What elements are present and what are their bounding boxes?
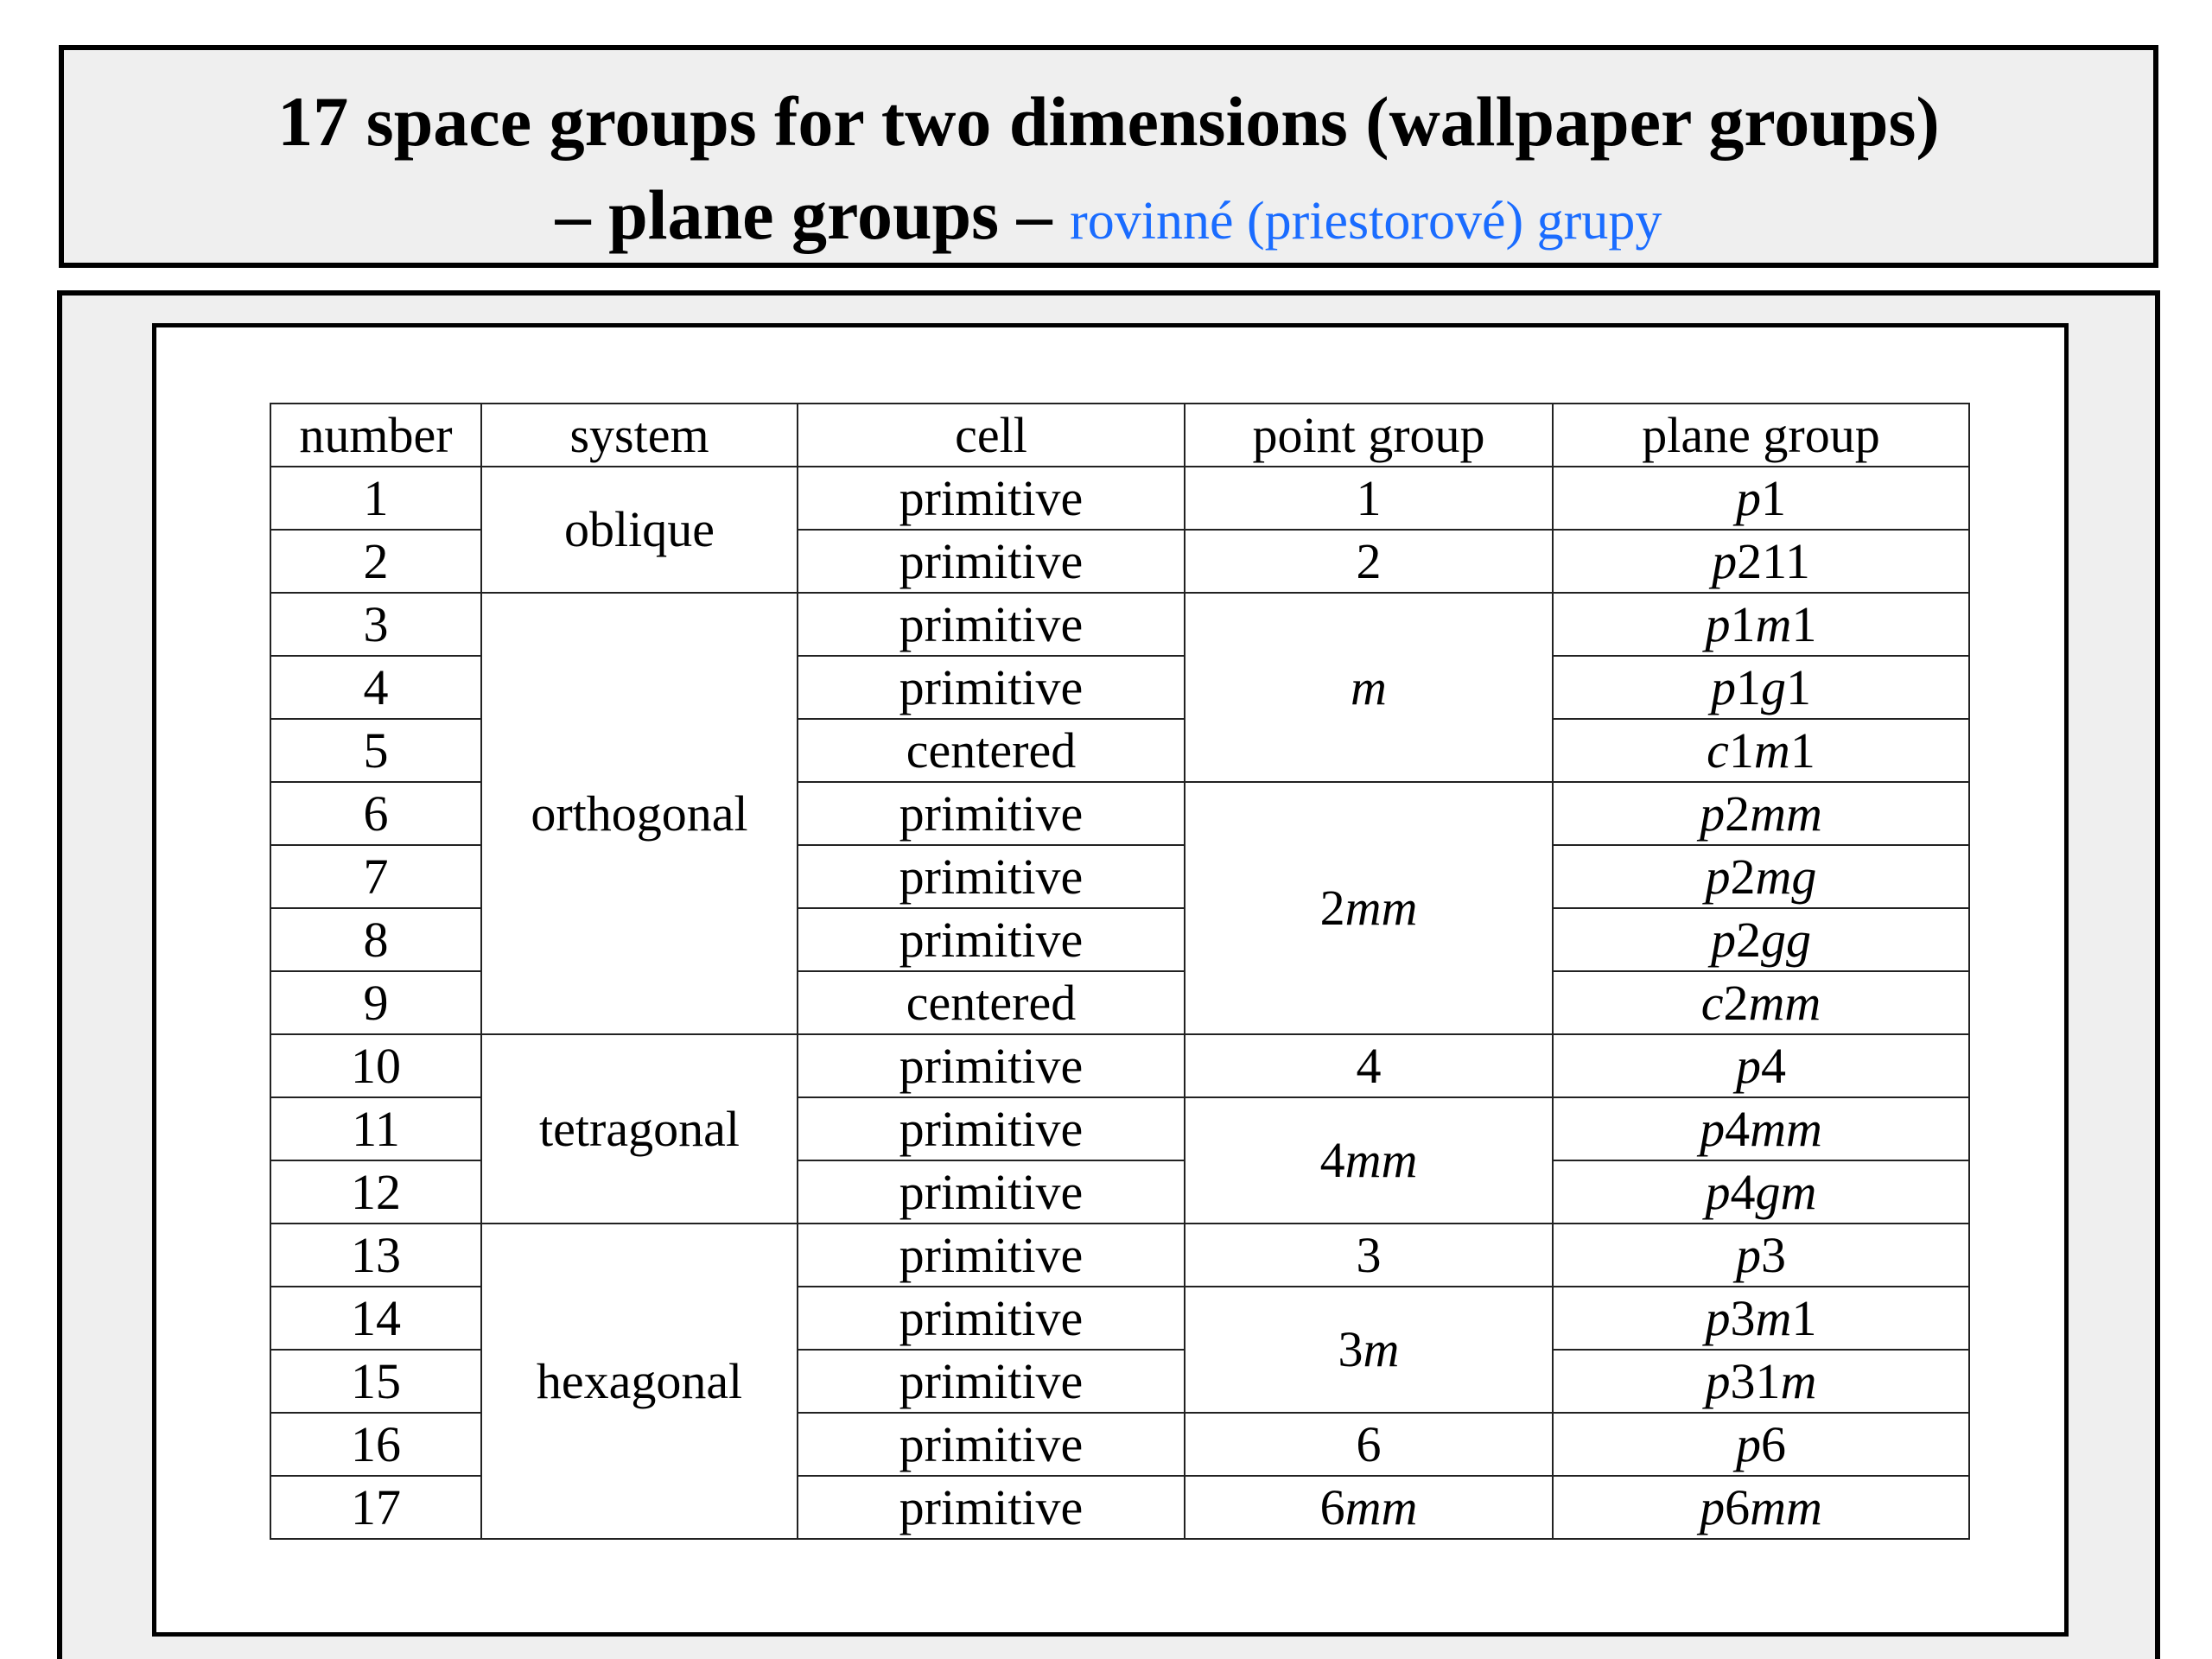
plane-group-cell: p4gm <box>1553 1160 1969 1224</box>
plane-group-cell: p6mm <box>1553 1476 1969 1539</box>
number-cell: 1 <box>270 467 481 530</box>
table-row <box>270 467 1969 530</box>
header-system: system <box>481 404 798 467</box>
plane-group-cell: p1g1 <box>1553 656 1969 719</box>
plane-group-cell: p31m <box>1553 1350 1969 1413</box>
header-point-group: point group <box>1185 404 1553 467</box>
number-cell: 2 <box>270 530 481 593</box>
page-subtitle <box>64 175 2153 254</box>
header-number: number <box>270 404 481 467</box>
cell-type-cell: primitive <box>798 1097 1185 1160</box>
number-cell: 14 <box>270 1287 481 1350</box>
table-row <box>270 593 1969 656</box>
page-title: 17 space groups for two dimensions (wallpaper groups) <box>277 82 1940 161</box>
system-cell: hexagonal <box>481 1224 798 1539</box>
system-cell: tetragonal <box>481 1034 798 1224</box>
plane-group-cell: p3 <box>1553 1224 1969 1287</box>
header-cell: cell <box>798 404 1185 467</box>
number-cell: 13 <box>270 1224 481 1287</box>
point-group-cell: 3 <box>1185 1224 1553 1287</box>
cell-type-cell: centered <box>798 971 1185 1034</box>
number-cell: 7 <box>270 845 481 908</box>
cell-type-cell: primitive <box>798 1413 1185 1476</box>
number-cell: 10 <box>270 1034 481 1097</box>
cell-type-cell: primitive <box>798 656 1185 719</box>
point-group-cell: 6 <box>1185 1413 1553 1476</box>
plane-group-cell: p3m1 <box>1553 1287 1969 1350</box>
cell-type-cell: primitive <box>798 1287 1185 1350</box>
number-cell: 16 <box>270 1413 481 1476</box>
cell-type-cell: primitive <box>798 467 1185 530</box>
table-row <box>270 1034 1969 1097</box>
plane-groups-table <box>270 403 1970 1540</box>
number-cell: 5 <box>270 719 481 782</box>
point-group-cell: 6mm <box>1185 1476 1553 1539</box>
plane-group-cell: p1m1 <box>1553 593 1969 656</box>
cell-type-cell: primitive <box>798 1350 1185 1413</box>
number-cell: 17 <box>270 1476 481 1539</box>
point-group-cell: m <box>1185 593 1553 782</box>
cell-type-cell: primitive <box>798 908 1185 971</box>
header-plane-group: plane group <box>1553 404 1969 467</box>
plane-group-cell: p2gg <box>1553 908 1969 971</box>
cell-type-cell: primitive <box>798 1160 1185 1224</box>
plane-group-cell: p6 <box>1553 1413 1969 1476</box>
plane-group-cell: p211 <box>1553 530 1969 593</box>
number-cell: 8 <box>270 908 481 971</box>
number-cell: 6 <box>270 782 481 845</box>
plane-group-cell: c2mm <box>1553 971 1969 1034</box>
table-header-row <box>270 404 1969 467</box>
point-group-cell: 1 <box>1185 467 1553 530</box>
number-cell: 12 <box>270 1160 481 1224</box>
plane-group-cell: p4mm <box>1553 1097 1969 1160</box>
plane-group-cell: p2mg <box>1553 845 1969 908</box>
plane-group-cell: p4 <box>1553 1034 1969 1097</box>
cell-type-cell: primitive <box>798 782 1185 845</box>
system-cell: oblique <box>481 467 798 593</box>
title-banner <box>59 45 2158 268</box>
number-cell: 4 <box>270 656 481 719</box>
cell-type-cell: primitive <box>798 530 1185 593</box>
point-group-cell: 4 <box>1185 1034 1553 1097</box>
point-group-cell: 2mm <box>1185 782 1553 1034</box>
cell-type-cell: primitive <box>798 1224 1185 1287</box>
cell-type-cell: primitive <box>798 1034 1185 1097</box>
system-cell: orthogonal <box>481 593 798 1034</box>
point-group-cell: 4mm <box>1185 1097 1553 1224</box>
number-cell: 3 <box>270 593 481 656</box>
table-row <box>270 1224 1969 1287</box>
subtitle-translation: rovinné (priestorové) grupy <box>1070 192 1662 251</box>
subtitle-main: – plane groups – <box>555 175 1052 254</box>
cell-type-cell: primitive <box>798 845 1185 908</box>
number-cell: 9 <box>270 971 481 1034</box>
cell-type-cell: primitive <box>798 593 1185 656</box>
plane-group-cell: p1 <box>1553 467 1969 530</box>
plane-group-cell: p2mm <box>1553 782 1969 845</box>
number-cell: 11 <box>270 1097 481 1160</box>
cell-type-cell: centered <box>798 719 1185 782</box>
point-group-cell: 2 <box>1185 530 1553 593</box>
cell-type-cell: primitive <box>798 1476 1185 1539</box>
point-group-cell: 3m <box>1185 1287 1553 1413</box>
plane-group-cell: c1m1 <box>1553 719 1969 782</box>
number-cell: 15 <box>270 1350 481 1413</box>
